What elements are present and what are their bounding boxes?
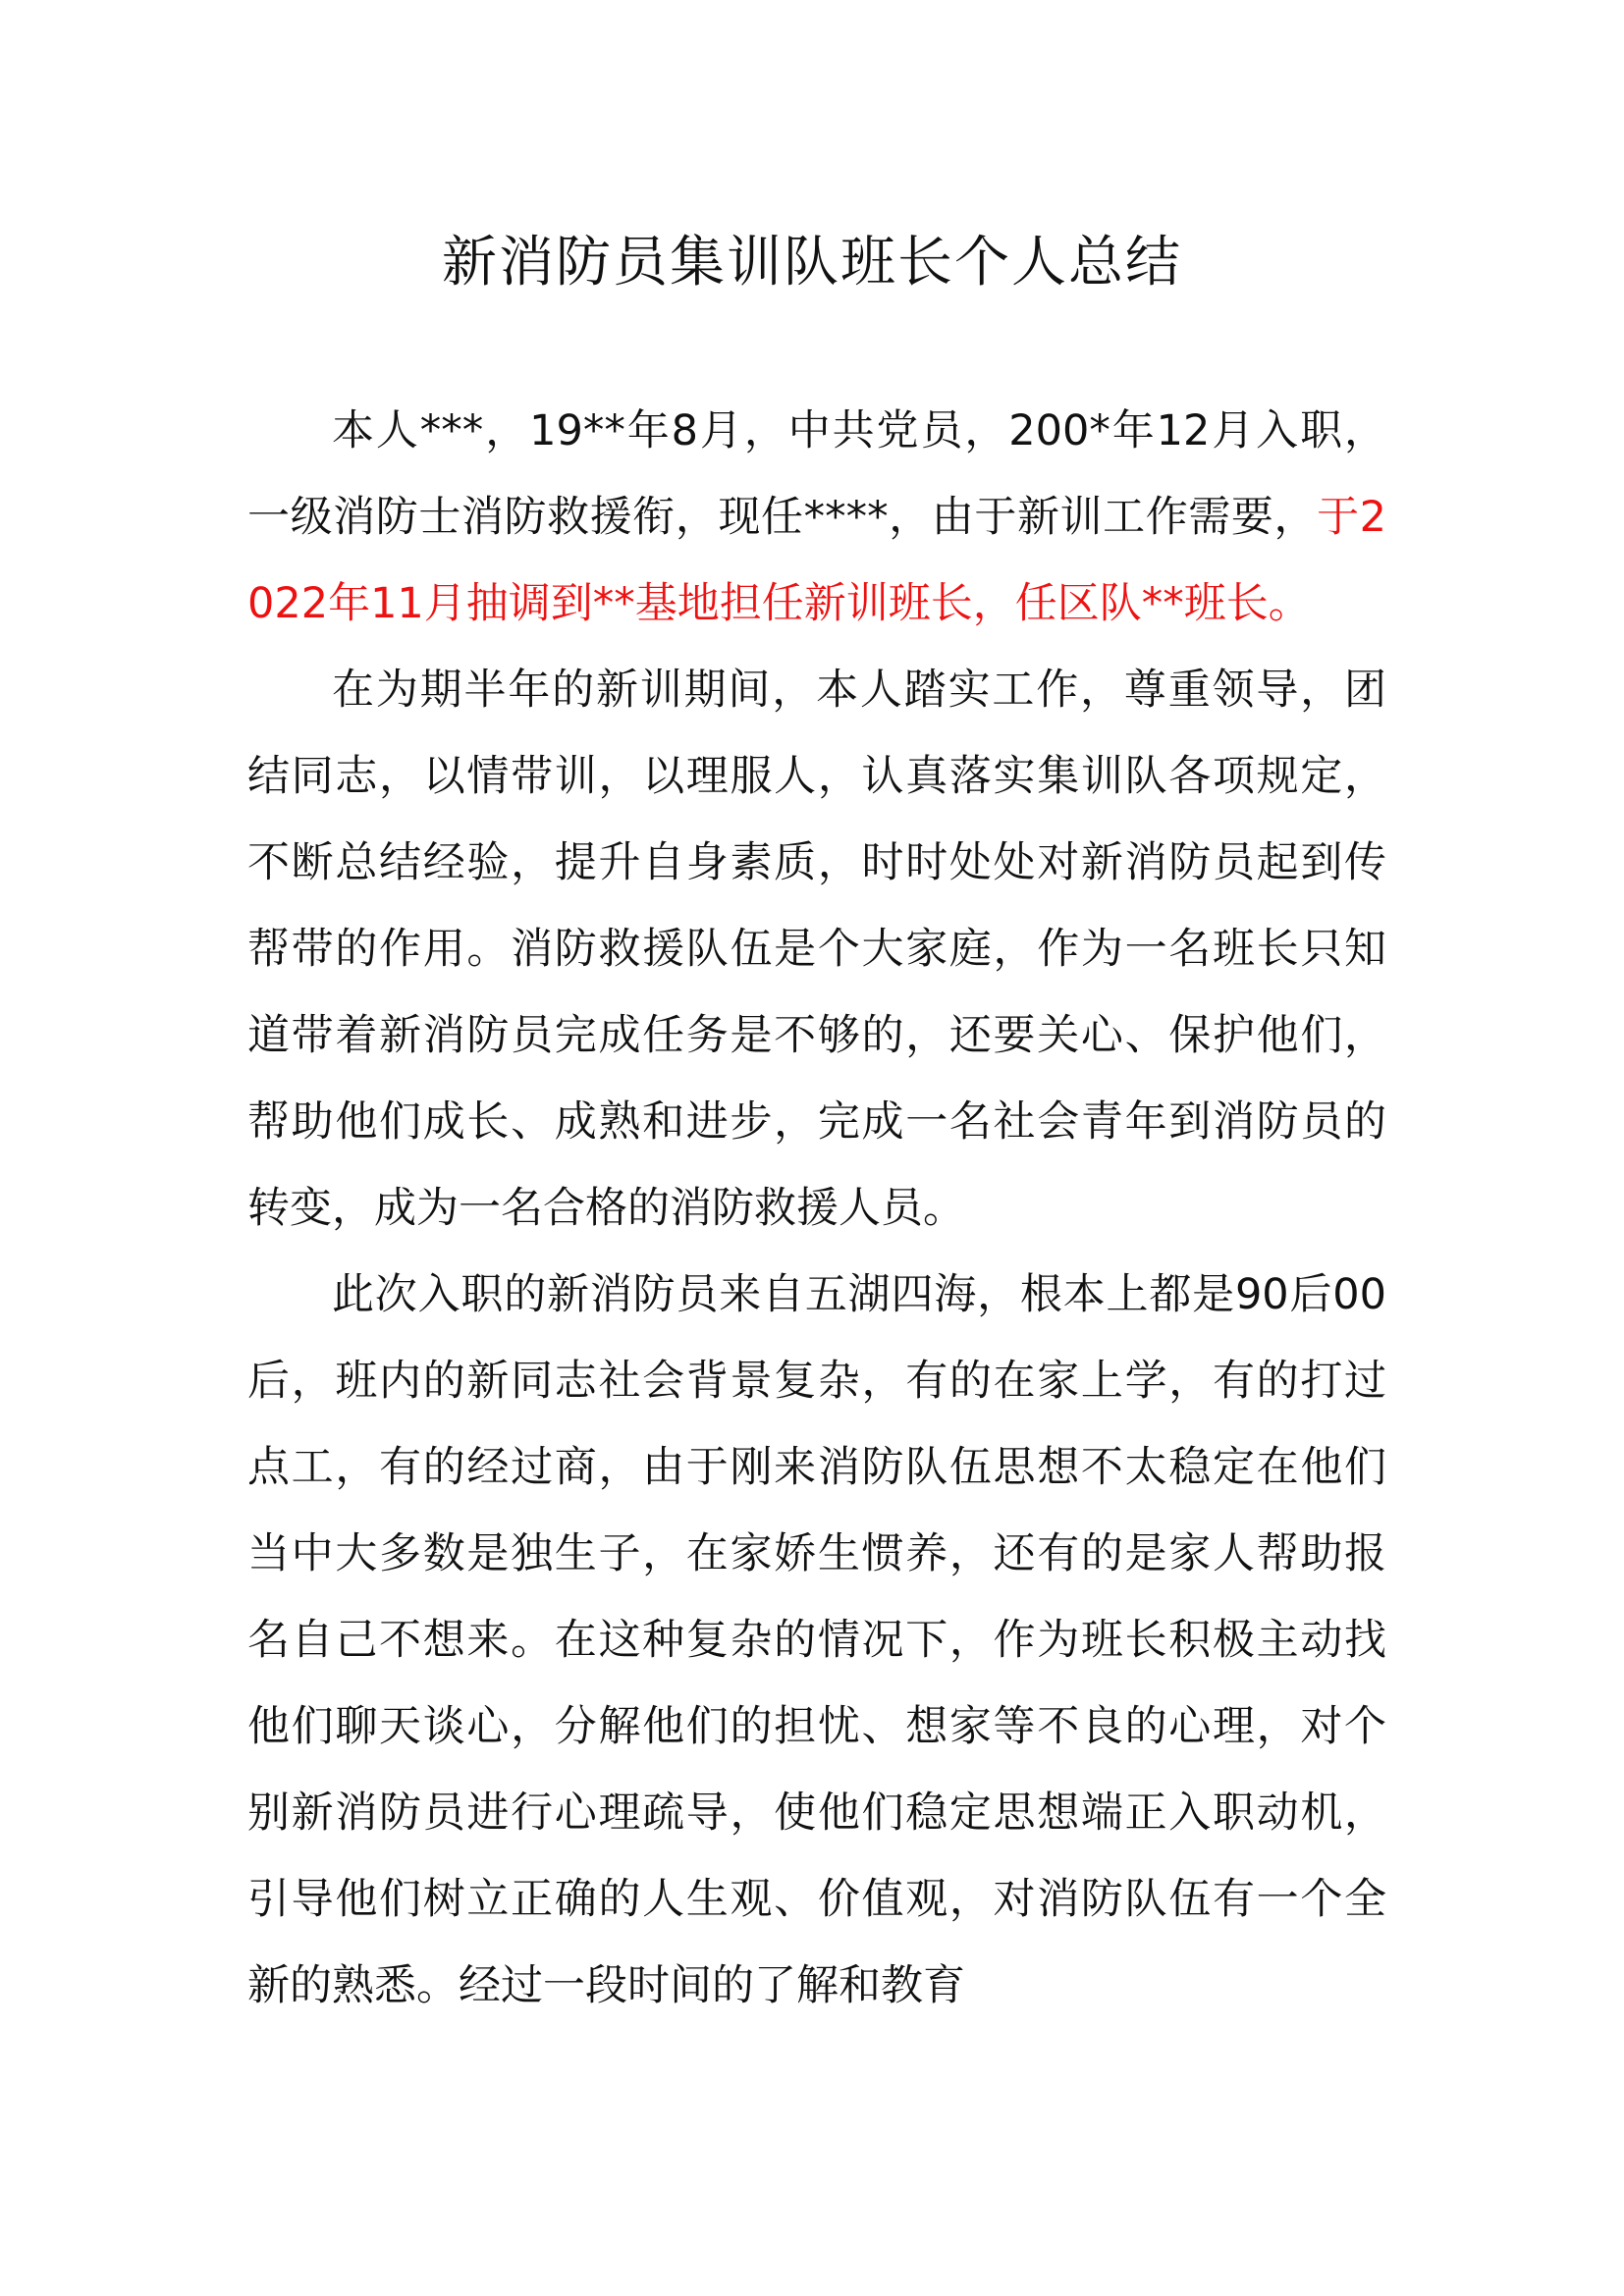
- paragraph-1-highlight: 于2022年11月抽调到**基地担任新训班长，任区队**班长。: [247, 493, 1387, 628]
- paragraph-1: [247, 388, 1386, 647]
- paragraph-1-text: 本人***，19**年8月，中共党员，200*年12月入职，一级消防士消防救援衔，现任****，由于新训工作需要，: [247, 406, 1386, 542]
- document-title: 新消防员集训队班长个人总结: [442, 231, 1182, 294]
- paragraph-2: 在为期半年的新训期间，本人踏实工作，尊重领导，团结同志，以情带训，以理服人，认真落实集训队各项规定，不断总结经验，提升自身素质，时时处处对新消防员起到传帮带的作用。消防救援队伍是个大家庭，作为一名班长只知道带着新消防员完成任务是不够的，还要关心、保护他们，帮助他们成长、成熟和进步，完成一名社会青年到消防员的转变，成为一名合格的消防救援人员。: [247, 666, 1386, 1233]
- document-body: [247, 388, 1386, 2029]
- paragraph-3: 此次入职的新消防员来自五湖四海，根本上都是90后00后，班内的新同志社会背景复杂，有的在家上学，有的打过点工，有的经过商，由于刚来消防队伍思想不太稳定在他们当中大多数是独生子，在家娇生惯养，还有的是家人帮助报名自己不想来。在这种复杂的情况下，作为班长积极主动找他们聊天谈心，分解他们的担忧、想家等不良的心理，对个别新消防员进行心理疏导，使他们稳定思想端正入职动机，引导他们树立正确的人生观、价值观，对消防队伍有一个全新的熟悉。经过一段时间的了解和教育: [247, 1270, 1386, 2010]
